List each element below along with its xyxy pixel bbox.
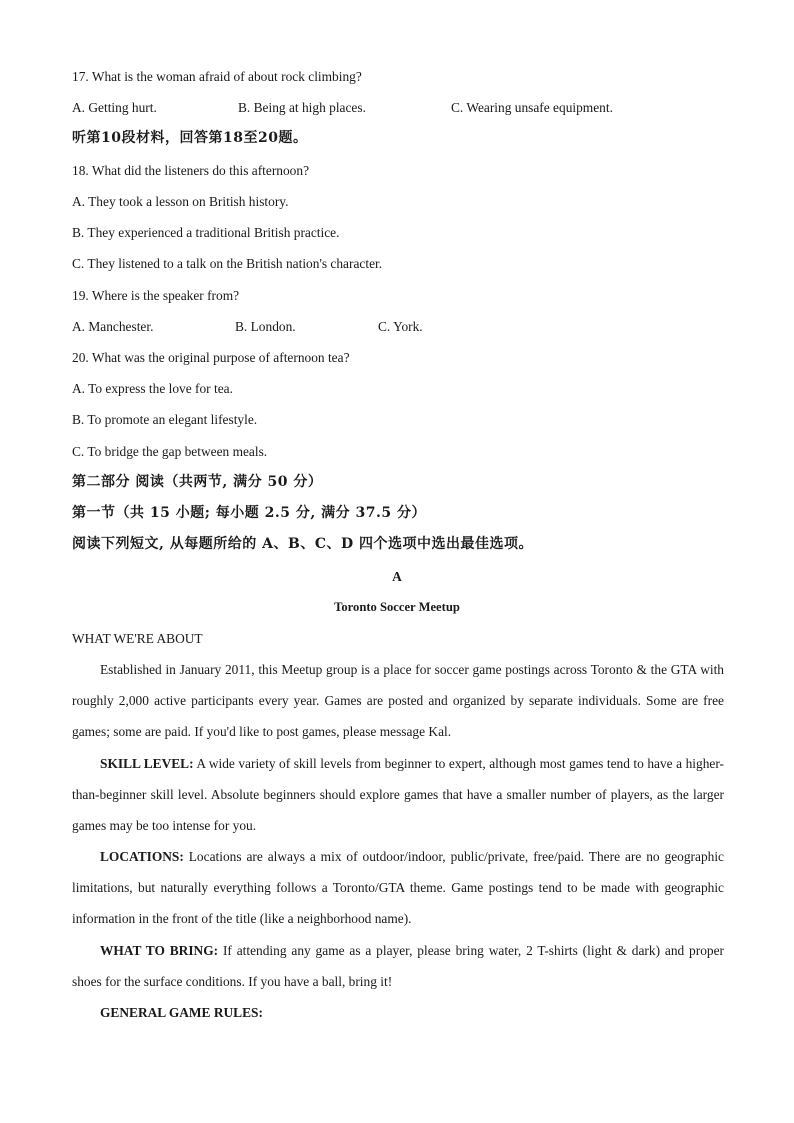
general-game-rules-heading: GENERAL GAME RULES: xyxy=(100,1005,263,1020)
skill-level-paragraph xyxy=(72,748,724,842)
question-17-option-c: C. Wearing unsafe equipment. xyxy=(451,100,613,115)
what-to-bring-label: WHAT TO BRING: xyxy=(100,943,219,958)
question-20-option-c: C. To bridge the gap between meals. xyxy=(72,444,268,459)
question-19-option-c: C. York. xyxy=(378,319,423,334)
passage-letter: A xyxy=(392,569,402,584)
locations-label: LOCATIONS: xyxy=(100,849,184,864)
question-18-option-b: B. They experienced a traditional British practice. xyxy=(72,225,340,240)
skill-level-label: SKILL LEVEL: xyxy=(100,756,194,771)
question-19-option-a: A. Manchester. xyxy=(72,319,154,334)
question-17-option-b: B. Being at high places. xyxy=(238,100,366,115)
part-2-title: 第二部分 阅读（共两节, 满分 50 分） xyxy=(72,474,323,490)
question-19-option-b: B. London. xyxy=(235,319,296,334)
question-18-stem: 18. What did the listeners do this afternoon? xyxy=(72,163,310,178)
about-heading: WHAT WE'RE ABOUT xyxy=(72,631,203,646)
question-18-option-c: C. They listened to a talk on the British nation's character. xyxy=(72,256,383,271)
locations-text: Locations are always a mix of outdoor/indoor, public/private, free/paid. There are no geographic limitations, but naturally everything follows a Toronto/GTA theme. Game postings tend to be made with geographic information in the front of the title (like a neighborhood name). xyxy=(72,849,724,927)
part-2-section-1: 第一节（共 15 小题; 每小题 2.5 分, 满分 37.5 分） xyxy=(72,505,426,521)
locations-paragraph xyxy=(72,841,724,935)
part-2-instruction: 阅读下列短文, 从每题所给的 A、B、C、D 四个选项中选出最佳选项。 xyxy=(72,536,533,552)
skill-level-text: A wide variety of skill levels from beginner to expert, although most games tend to have a higher-than-beginner skill level. Absolute beginners should explore games that have a smaller number of players, as the larger games may be too intense for you. xyxy=(72,756,724,834)
section-10-header: 听第10段材料，回答第18至20题。 xyxy=(72,130,308,146)
what-to-bring-text: If attending any game as a player, please bring water, 2 T-shirts (light & dark) and proper shoes for the surface conditions. If you have a ball, bring it! xyxy=(72,943,725,990)
question-17-stem: 17. What is the woman afraid of about rock climbing? xyxy=(72,69,362,84)
question-20-stem: 20. What was the original purpose of afternoon tea? xyxy=(72,350,350,365)
about-paragraph: Established in January 2011, this Meetup group is a place for soccer game postings across Toronto & the GTA with roughly 2,000 active participants every year. Games are posted and organized by separate individuals. Some are free games; some are paid. If you'd like to post games, please message Kal. xyxy=(72,662,724,740)
what-to-bring-paragraph xyxy=(72,935,724,997)
question-19-stem: 19. Where is the speaker from? xyxy=(72,288,240,303)
question-18-option-a: A. They took a lesson on British history. xyxy=(72,194,289,209)
question-20-option-b: B. To promote an elegant lifestyle. xyxy=(72,412,258,427)
question-20-option-a: A. To express the love for tea. xyxy=(72,381,233,396)
question-17-option-a: A. Getting hurt. xyxy=(72,100,157,115)
passage-title: Toronto Soccer Meetup xyxy=(334,600,460,614)
